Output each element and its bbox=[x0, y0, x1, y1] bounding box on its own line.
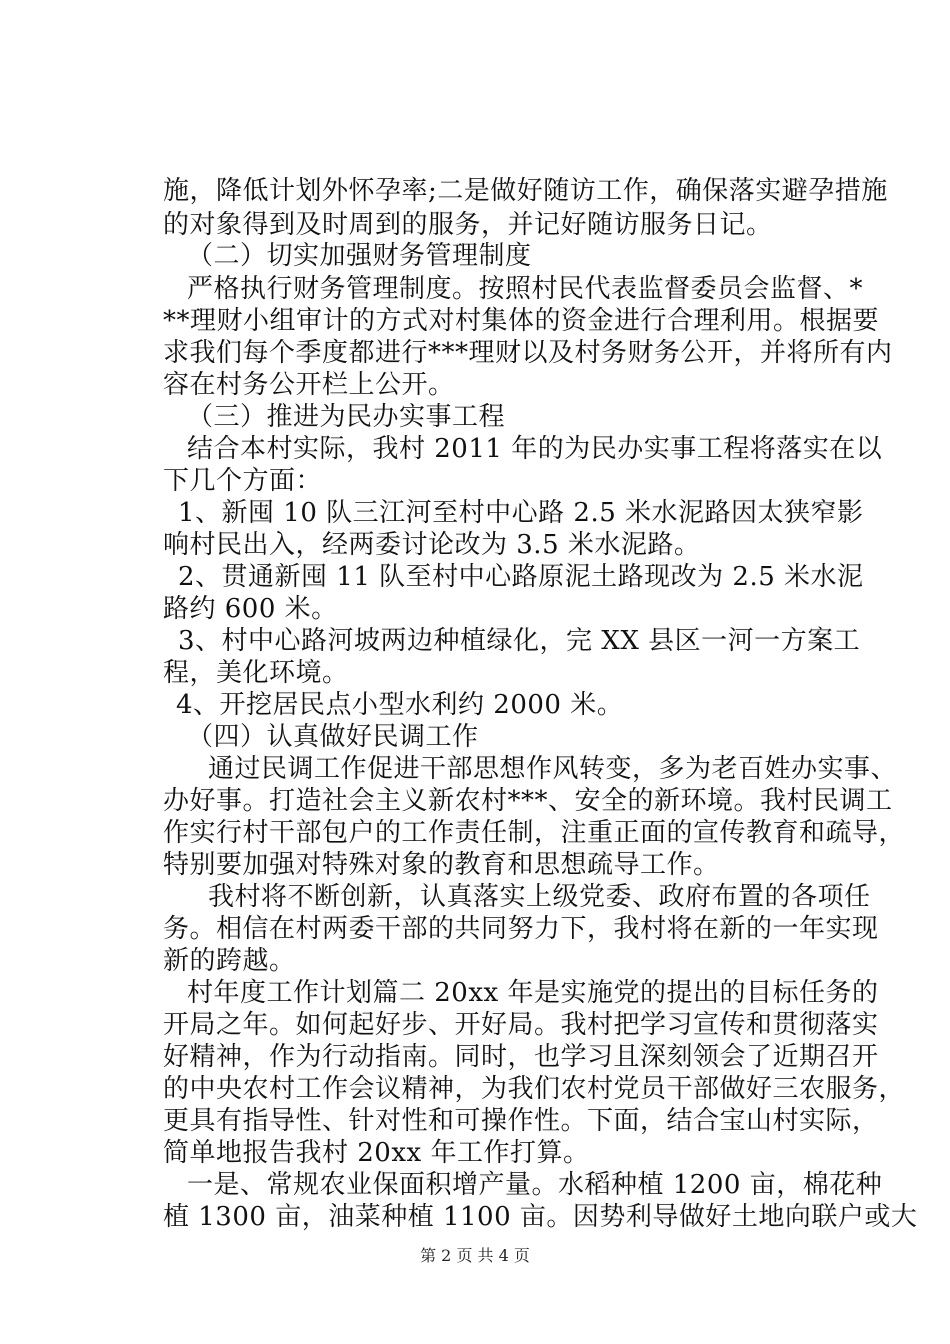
list-item: 1、新囤 10 队三江河至村中心路 2.5 米水泥路因太狭窄影 bbox=[178, 498, 864, 528]
text-line: 施，降低计划外怀孕率;二是做好随访工作，确保落实避孕措施 bbox=[163, 176, 888, 206]
list-item: 2、贯通新囤 11 队至村中心路原泥土路现改为 2.5 米水泥 bbox=[178, 562, 864, 592]
text-line: 更具有指导性、针对性和可操作性。下面，结合宝山村实际， bbox=[163, 1106, 879, 1136]
page-number-footer: 第 2 页 共 4 页 bbox=[420, 1246, 530, 1265]
text-line: **理财小组审计的方式对村集体的资金进行合理利用。根据要 bbox=[163, 306, 880, 336]
list-item: 3、村中心路河坡两边种植绿化，完 XX 县区一河一方案工 bbox=[178, 626, 861, 656]
text-line: 严格执行财务管理制度。按照村民代表监督委员会监督、* bbox=[187, 274, 864, 304]
section-heading: （二）切实加强财务管理制度 bbox=[187, 241, 532, 271]
section-heading: （四）认真做好民调工作 bbox=[187, 722, 479, 752]
text-line: 通过民调工作促进干部思想作风转变，多为老百姓办实事、 bbox=[208, 754, 898, 784]
text-line: 村年度工作计划篇二 20xx 年是实施党的提出的目标任务的 bbox=[187, 978, 879, 1008]
text-line: 响村民出入，经两委讨论改为 3.5 米水泥路。 bbox=[163, 530, 701, 560]
text-line: 作实行村干部包户的工作责任制，注重正面的宣传教育和疏导， bbox=[163, 818, 906, 848]
section-heading: （三）推进为民办实事工程 bbox=[187, 402, 506, 432]
text-line: 下几个方面： bbox=[163, 466, 323, 496]
text-line: 办好事。打造社会主义新农村***、安全的新环境。我村民调工 bbox=[163, 786, 893, 816]
text-line: 我村将不断创新，认真落实上级党委、政府布置的各项任 bbox=[208, 882, 871, 912]
text-line: 的中央农村工作会议精神，为我们农村党员干部做好三农服务， bbox=[163, 1074, 906, 1104]
text-line: 好精神，作为行动指南。同时，也学习且深刻领会了近期召开 bbox=[163, 1042, 879, 1072]
text-line: 程，美化环境。 bbox=[163, 658, 349, 688]
text-line: 结合本村实际，我村 2011 年的为民办实事工程将落实在以 bbox=[187, 434, 883, 464]
list-item: 4、开挖居民点小型水利约 2000 米。 bbox=[176, 690, 624, 720]
text-line: 植 1300 亩，油菜种植 1100 亩。因势利导做好土地向联户或大 bbox=[163, 1202, 918, 1232]
text-line: 务。相信在村两委干部的共同努力下，我村将在新的一年实现 bbox=[163, 914, 879, 944]
text-line: 新的跨越。 bbox=[163, 946, 296, 976]
text-line: 的对象得到及时周到的服务，并记好随访服务日记。 bbox=[163, 210, 773, 240]
text-line: 路约 600 米。 bbox=[163, 594, 338, 624]
text-line: 特别要加强对特殊对象的教育和思想疏导工作。 bbox=[163, 850, 720, 880]
text-line: 一是、常规农业保面积增产量。水稻种植 1200 亩，棉花种 bbox=[187, 1170, 883, 1200]
text-line: 简单地报告我村 20xx 年工作打算。 bbox=[163, 1138, 590, 1168]
text-line: 开局之年。如何起好步、开好局。我村把学习宣传和贯彻落实 bbox=[163, 1010, 879, 1040]
text-line: 容在村务公开栏上公开。 bbox=[163, 370, 455, 400]
text-line: 求我们每个季度都进行***理财以及村务财务公开，并将所有内 bbox=[163, 338, 893, 368]
